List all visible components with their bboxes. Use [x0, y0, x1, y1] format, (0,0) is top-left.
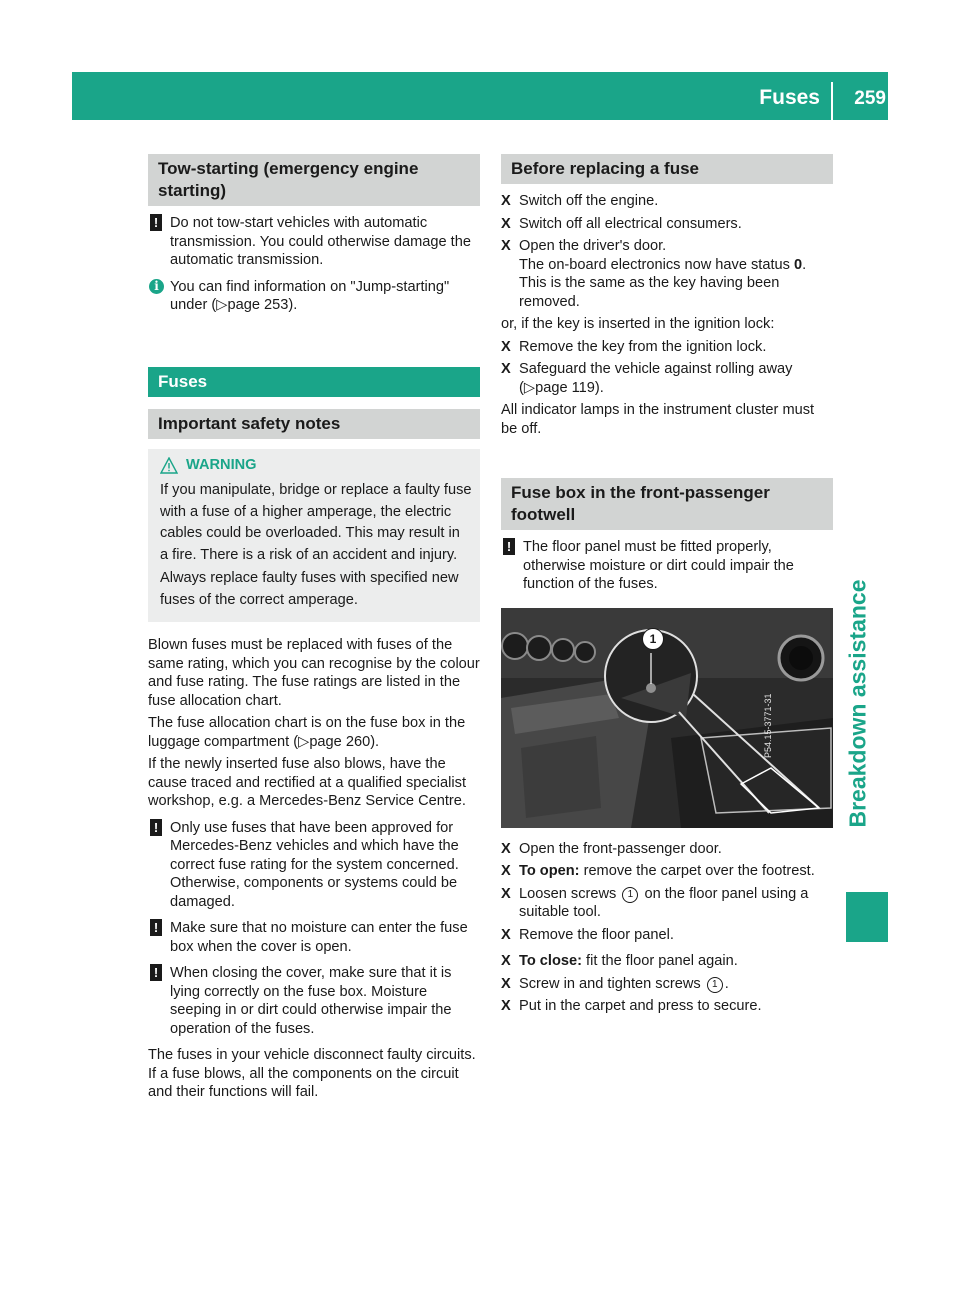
warning-box	[148, 449, 480, 623]
step-item: X Open the front-passenger door.	[501, 840, 722, 857]
paragraph: If the newly inserted fuse also blows, have the cause traced and rectified at a qualified specialist workshop, e.g. a Mercedes-Benz Service Centre.	[148, 756, 467, 809]
step-item: X Safeguard the vehicle against rolling away (▷page 119).	[501, 361, 793, 396]
warning-text: If you manipulate, bridge or replace a faulty fuse with a fuse of a higher amperage, the electric cables could be overloaded. This may result in a fire. There is a risk of an accident and injury.	[160, 482, 472, 563]
exclamation-icon: !	[150, 964, 162, 981]
fuses-heading: Fuses	[148, 367, 480, 397]
warning-triangle-icon	[160, 457, 178, 474]
exclamation-icon: !	[150, 214, 162, 231]
step-item: X Loosen screws 1 on the floor panel using a suitable tool.	[501, 885, 809, 920]
warning-text: Always replace faulty fuses with specified new fuses of the correct amperage.	[160, 570, 459, 608]
step-arrow-icon: X	[501, 863, 511, 879]
warning-title: WARNING	[160, 455, 472, 477]
exclamation-icon: !	[150, 819, 162, 836]
arrow-ref-icon: ▷	[298, 733, 310, 750]
page-ref-link[interactable]: page 260	[309, 733, 371, 750]
notice: ! Only use fuses that have been approved for Mercedes-Benz vehicles and which have the correct fuse rating for the system concerned. Otherwise, components or systems could be damaged.	[148, 819, 480, 912]
header-divider	[831, 82, 833, 120]
page-ref-link[interactable]: page 253	[227, 297, 289, 313]
safety-heading: Important safety notes	[148, 409, 480, 439]
before-heading: Before replacing a fuse	[501, 154, 833, 184]
step-item: X To open: remove the carpet over the footrest.	[501, 863, 815, 879]
step-arrow-icon: X	[501, 885, 511, 902]
arrow-ref-icon: ▷	[523, 379, 536, 396]
paragraph: All indicator lamps in the instrument cluster must be off.	[501, 402, 815, 437]
step-item: X Switch off the engine.	[501, 193, 659, 209]
chapter-side-label	[838, 560, 878, 860]
exclamation-icon: !	[503, 538, 515, 555]
step-arrow-icon: X	[501, 361, 511, 377]
notice	[148, 214, 480, 270]
callout-1-icon: 1	[622, 887, 638, 903]
tow-heading: Tow-starting (emergency engine starting)	[148, 154, 480, 206]
header-bar	[72, 72, 888, 120]
step-item: X Remove the key from the ignition lock.	[501, 338, 767, 355]
step-arrow-icon: X	[501, 975, 511, 992]
footwell-photo	[501, 608, 833, 828]
notice-text: Do not tow-start vehicles with automatic transmission. You could otherwise damage the automatic transmission.	[170, 215, 471, 268]
step-item: X To close: fit the floor panel again.	[501, 953, 738, 969]
section-title: Fuses	[759, 86, 820, 109]
step-arrow-icon: X	[501, 926, 511, 943]
step-arrow-icon: X	[501, 953, 511, 969]
chapter-tab	[846, 892, 888, 942]
left-column	[148, 154, 480, 1106]
step-item: X Open the driver's door. The on-board electronics now have status 0. This is the same as the key having been removed.	[501, 238, 807, 310]
step-arrow-icon: X	[501, 998, 511, 1014]
right-column	[501, 154, 833, 1020]
photo-code: P54.15-3771-31	[763, 692, 773, 758]
page-number: 259	[854, 88, 886, 109]
info-icon: i	[149, 279, 164, 294]
paragraph: The fuse allocation chart is on the fuse box in the luggage compartment (▷page 260).	[148, 715, 466, 750]
info-note: i You can find information on "Jump-starting" under (▷page 253).	[148, 278, 480, 315]
exclamation-icon: !	[150, 919, 162, 936]
step-arrow-icon: X	[501, 338, 511, 355]
step-arrow-icon: X	[501, 238, 511, 254]
notice: ! Make sure that no moisture can enter the fuse box when the cover is open.	[148, 919, 480, 956]
notice: ! The floor panel must be fitted properly, otherwise moisture or dirt could impair the function of the fuses.	[501, 538, 833, 594]
paragraph: or, if the key is inserted in the ignition lock:	[501, 316, 775, 332]
arrow-ref-icon: ▷	[216, 297, 228, 313]
chapter-label-text: Breakdown assistance	[844, 579, 871, 828]
notice: ! When closing the cover, make sure that it is lying correctly on the fuse box. Moisture seeping in or dirt could otherwise impair the operation of the fuses.	[148, 964, 480, 1038]
page-ref-link[interactable]: page 119	[535, 379, 595, 396]
step-item: X Remove the floor panel.	[501, 926, 674, 943]
footwell-photo-graphic	[501, 608, 833, 828]
photo-callout-1: 1	[642, 628, 664, 650]
step-arrow-icon: X	[501, 840, 511, 857]
step-arrow-icon: X	[501, 193, 511, 209]
step-item: X Put in the carpet and press to secure.	[501, 998, 762, 1014]
fusebox-heading: Fuse box in the front-passenger footwell	[501, 478, 833, 530]
step-arrow-icon: X	[501, 215, 511, 232]
step-item: X Screw in and tighten screws 1 .	[501, 975, 729, 992]
step-item: X Switch off all electrical consumers.	[501, 215, 742, 232]
paragraph: The fuses in your vehicle disconnect faulty circuits. If a fuse blows, all the components on the circuit and their functions will fail.	[148, 1047, 476, 1100]
callout-1-icon: 1	[707, 977, 723, 993]
paragraph: Blown fuses must be replaced with fuses of the same rating, which you can recognise by the colour and fuse rating. The fuse ratings are listed in the fuse allocation chart.	[148, 637, 480, 709]
